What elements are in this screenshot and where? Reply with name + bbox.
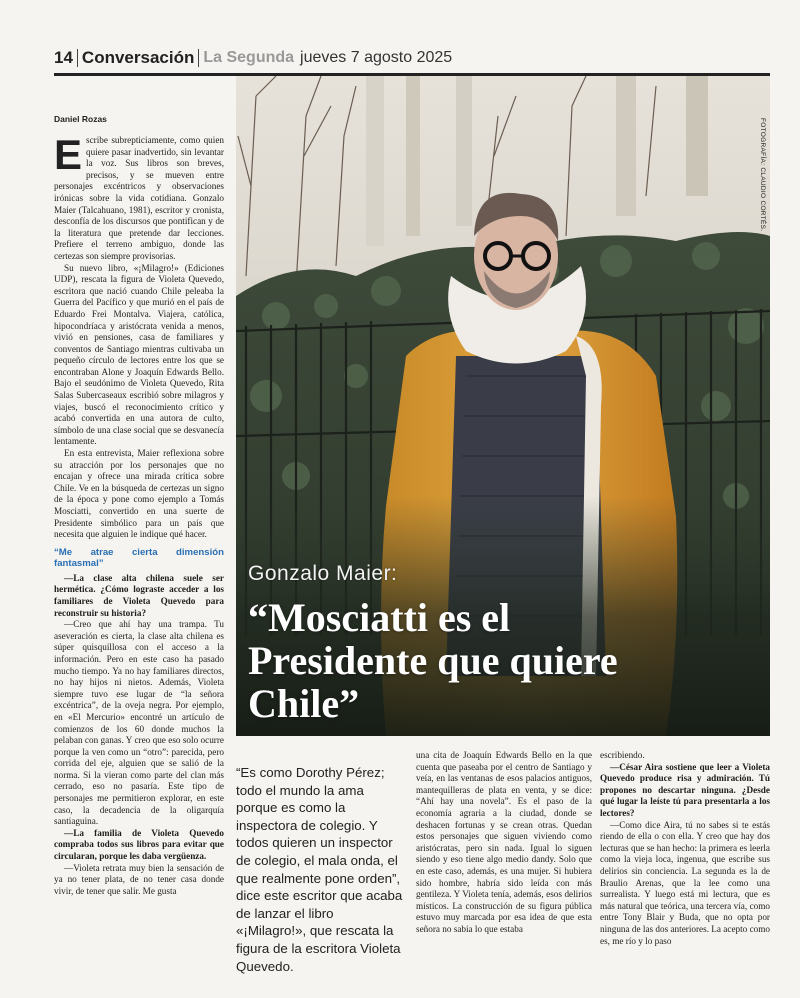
headline-kicker: Gonzalo Maier: (248, 562, 398, 585)
article-column-left (54, 131, 224, 897)
intro-paragraph (54, 131, 224, 263)
intro-text: scribe subrepticiamente, como quien quiere pasar inadvertido, sin levantar la voz. Sus libros son breves, precisos, y se mueven entre personajes excéntricos y observaciones irónicas sobre la vida cotidiana. Gonzalo Maier (Talcahuano, 1981), escritor y cronista, desconfía de los discursos que pontifican y de la literatura que pretende dar lecciones. Prefiere el terreno ambiguo, donde las certezas son siempre provisorias. (54, 135, 224, 261)
subheading: “Me atrae cierta dimensión fantasmal” (54, 546, 224, 570)
issue-date: jueves 7 agosto 2025 (300, 49, 453, 66)
interview-question: —La clase alta chilena suele ser hermética. ¿Cómo lograste acceder a los familiares de Violeta Quevedo para reconstruir su historia? (54, 572, 224, 618)
article-paragraph: Su nuevo libro, «¡Milagro!» (Ediciones UDP), rescata la figura de Violeta Quevedo, escritora que nació cuando Chile peleaba la Guerra del Pacífico y que murió en el país de Eduardo Frei Montalva. Viajera, católica, hipocondríaca y aristócrata venida a menos, vivió en pensiones, casa de familiares y conventos de Santiago mientras cultivaba un pequeño círculo de lectores entre los que se encontraban Alone y Joaquín Edwards Bello. Bajo el seudónimo de Violeta Quevedo, Rita Salas Subercaseaux escribió sobre milagros y viajes, buscó el reconocimiento crítico y acabó convertida en una autora de culto, símbolo de una clase social que se desvanecía lentamente. (54, 262, 224, 447)
interview-question: —La familia de Violeta Quevedo compraba todos sus libros para evitar que circularan, porque les daba vergüenza. (54, 827, 224, 862)
article-paragraph: una cita de Joaquín Edwards Bello en la que cuenta que paseaba por el centro de Santiago y veía, en las ventanas de esos palacios antiguos, mantequilleras de plata en venta, y se dice: “Ahí hay una novela”. Es el paso de la economía agraria a la ciudad, donde se deshacen fortunas y se crean otras. Quedan estos personajes que siguen viviendo como aristócratas, pero sin nada. Igual lo siguen siendo y eso tiene algo medio dandy. Solo que en este caso, además, es una mujer. Si hubiera sido hombre, habría sido leída con más gentileza. Y Violeta tenía, además, esos delirios místicos. La construcción de su figura pública estuvo muy marcada por esa idea de que esta señora no sabía lo que estaba (416, 750, 592, 934)
newspaper-name: La Segunda (203, 49, 295, 66)
portrait-photo (236, 76, 770, 736)
headline-block (248, 562, 668, 725)
interview-answer: —Creo que ahí hay una trampa. Tu aseveración es cierta, la clase alta chilena es súper quisquillosa con el acceso a la información. Pero en este caso ha pasado mucho tiempo. Ya no hay familiares directos, no hay hijos ni nietos. Además, Violeta siempre tuvo ese lugar de “la señora excéntrica”, de la oveja negra. Por ejemplo, en «El Mercurio» encontré un artículo de comienzos de los 60 donde muchos la pelaban con ganas. Y creo que eso solo ocurre porque la ven como un “otro”: parecida, pero corrida del eje, alguien que se salió de la norma. Si la vieran como parte del clan más cerrado, eso no pasaría. Este tipo de personajes me permitieron explorar, en este caso, la decadencia de la oligarquía santiaguina. (54, 619, 224, 827)
pull-quote: “Es como Dorothy Pérez; todo el mundo la ama porque es como la inspectora de colegio. Y todos quieren un inspector de colegio, el mala onda, el que realmente pone orden”, dice este escritor que acaba de lanzar el libro «¡Milagro!», que rescata la figura de la escritora Violeta Quevedo. (236, 765, 403, 974)
drop-cap: E (54, 131, 83, 178)
article-paragraph: En esta entrevista, Maier reflexiona sobre su atracción por los personajes que no encajan y ofrece una mirada crítica sobre Chile. Ve en la búsqueda de certezas un signo de la época y pone como ejemplo a Tomás Mosciatti, convertido en una suerte de Presidente simbólico para un país que necesita que alguien le indique qué hacer. (54, 448, 224, 540)
interview-question: —César Aira sostiene que leer a Violeta Quevedo produce risa y admiración. Tú propones no descartar ninguna. ¿Desde qué lugar la leíste tú para presentarla a los lectores? (600, 761, 770, 818)
section-name: Conversación (81, 48, 195, 67)
masthead-divider (198, 49, 199, 67)
photo-credit: FOTOGRAFÍA: CLAUDIO CORTÉS. (759, 118, 766, 232)
headline: “Mosciatti es el Presidente que quiere Chile” (248, 595, 618, 726)
page-number: 14 (54, 48, 73, 67)
byline: Daniel Rozas (54, 114, 107, 124)
article-column-bottom-1 (416, 750, 592, 936)
interview-answer: —Violeta retrata muy bien la sensación de ya no tener plata, de no tener casa donde vivir, de tener que salir. Me gusta (54, 862, 224, 896)
interview-answer: —Como dice Aira, tú no sabes si te estás riendo de ella o con ella. Y creo que hay dos lecturas que se han hecho: la primera es leerla como la vieja loca, ingenua, que escribe sus delirios sin conciencia. La segunda es la de Braulio Arenas, que la lee como una surrealista. Y luego está mi lectura, que es más natural que teórica, una tercera vía, como entre Tony Blair y Buda, que no opta por ninguna de las dos anteriores. La acepto como es, me río y lo paso (600, 819, 770, 946)
masthead-divider (77, 49, 78, 67)
article-column-bottom-2 (600, 750, 770, 947)
article-paragraph: escribiendo. (600, 750, 645, 760)
masthead (54, 46, 770, 70)
